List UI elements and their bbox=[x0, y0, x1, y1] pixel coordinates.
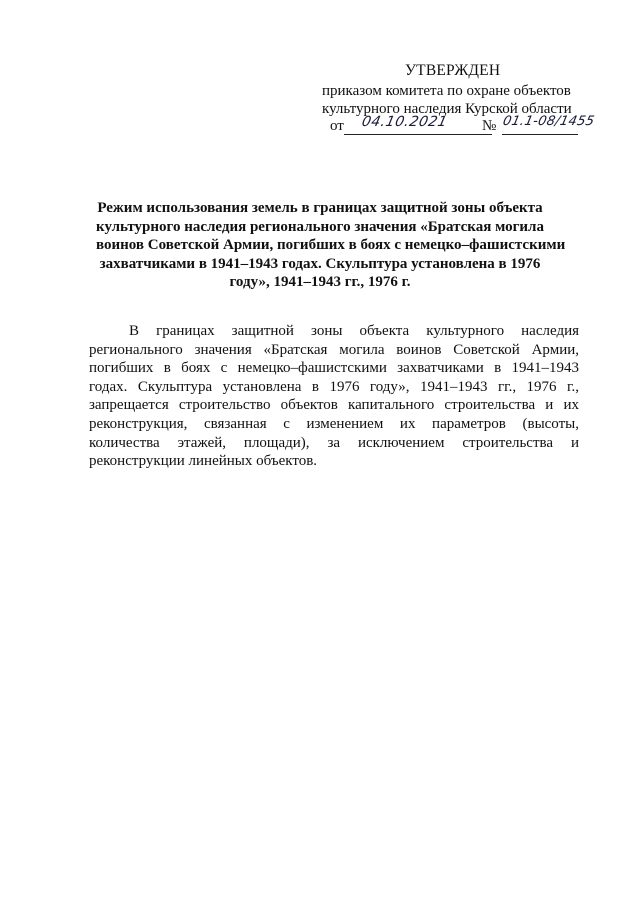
document-heading bbox=[96, 199, 566, 292]
heading-line: культурного наследия регионального значения «Братская могила bbox=[96, 218, 544, 235]
approval-title: УТВЕРЖДЕН bbox=[405, 62, 501, 79]
handwritten-number: 01.1-08/1455 bbox=[501, 114, 596, 129]
body-line: запрещается строительство объектов капитального строительства и их bbox=[89, 397, 579, 414]
date-underline bbox=[344, 134, 492, 135]
handwritten-date: 04.10.2021 bbox=[360, 114, 449, 130]
body-line: реконструкции линейных объектов. bbox=[89, 453, 318, 470]
body-line: годах. Скульптура установлена в 1976 году», 1941–1943 гг., 1976 г., bbox=[89, 378, 579, 395]
heading-line: Режим использования земель в границах защитной зоны объекта bbox=[97, 200, 543, 216]
approval-order-line: приказом комитета по охране объектов bbox=[322, 83, 571, 99]
number-underline bbox=[502, 134, 578, 135]
date-prefix: от bbox=[330, 118, 344, 134]
heading-line: воинов Советской Армии, погибших в боях с немецко–фашистскими bbox=[96, 237, 566, 254]
body-line: В границах защитной зоны объекта культурного наследия bbox=[129, 323, 579, 339]
body-line: реконструкция, связанная с изменением их параметров (высоты, bbox=[89, 415, 579, 432]
approval-committee-line: культурного наследия Курской области bbox=[322, 101, 572, 117]
heading-line: году», 1941–1943 гг., 1976 г. bbox=[229, 274, 411, 291]
number-prefix: № bbox=[482, 118, 497, 134]
body-line: количества этажей, площади), за исключением строительства и bbox=[89, 434, 579, 451]
body-paragraph bbox=[89, 322, 579, 471]
body-line: погибших в боях с немецко–фашистскими захватчиками в 1941–1943 bbox=[89, 360, 579, 377]
body-line: регионального значения «Братская могила воинов Советской Армии, bbox=[89, 341, 579, 358]
approval-reference bbox=[330, 114, 600, 138]
heading-line: захватчиками в 1941–1943 годах. Скульптура установлена в 1976 bbox=[99, 255, 541, 272]
